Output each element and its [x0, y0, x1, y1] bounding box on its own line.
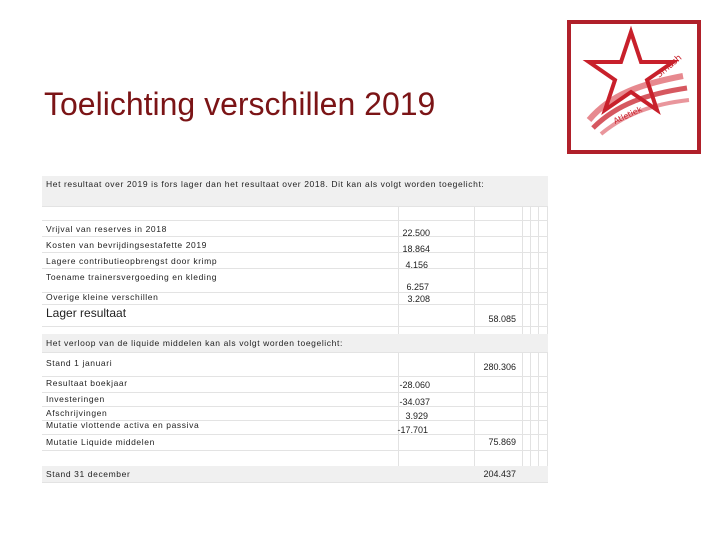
intro-band [42, 176, 548, 207]
svg-text:Atletiek: Atletiek [612, 104, 644, 126]
table-row: Afschrijvingen 3.929 [42, 406, 548, 421]
table-row: Mutatie Liquide middelen 75.869 [42, 434, 548, 451]
table-row: Vrijval van reserves in 2018 22.500 [42, 220, 548, 237]
table-row: Lagere contributieopbrengst door krimp 4.156 [42, 252, 548, 269]
table-row: Mutatie vlottende activa en passiva -17.701 [42, 420, 548, 435]
lager-resultaat-row: Lager resultaat 58.085 [42, 304, 548, 327]
financial-table [42, 176, 548, 482]
intro-band-liquidity [42, 334, 548, 353]
table-row: Stand 1 januari 280.306 [42, 356, 548, 377]
svg-text:Smash: Smash [654, 53, 685, 81]
club-logo [567, 20, 701, 154]
page-title: Toelichting verschillen 2019 [44, 86, 436, 122]
table-row: Toename trainersvergoeding en kleding 6.257 [42, 268, 548, 293]
star-logo-icon [571, 24, 697, 150]
table-row: Overige kleine verschillen 3.208 [42, 292, 548, 305]
table-row: Investeringen -34.037 [42, 392, 548, 407]
intro-text-liquidity: Het verloop van de liquide middelen kan als volgt worden toegelicht: [46, 338, 343, 348]
table-row: Stand 31 december 204.437 [42, 466, 548, 483]
table-row: Resultaat boekjaar -28.060 [42, 376, 548, 393]
table-row: Kosten van bevrijdingsestafette 2019 18.864 [42, 236, 548, 253]
intro-text: Het resultaat over 2019 is fors lager dan het resultaat over 2018. Dit kan als volgt worden toegelicht: [46, 179, 485, 189]
